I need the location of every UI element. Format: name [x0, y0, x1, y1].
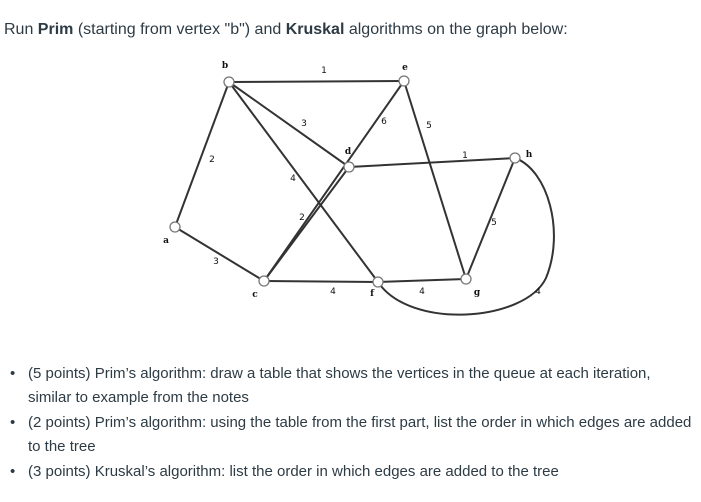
vertex-e: [399, 76, 409, 86]
intro-suffix: algorithms on the graph below:: [344, 21, 568, 38]
vertex-f: [373, 277, 383, 287]
task-item: • (5 points) Prim’s algorithm: draw a table that shows the vertices in the queue at each iteration, similar to example from the notes: [0, 362, 701, 411]
edge-weight-d-h: 1: [462, 151, 468, 161]
edge-e-g: [404, 81, 466, 279]
edge-d-h: [349, 158, 515, 167]
edge-b-e: [229, 81, 404, 82]
edge-weight-g-h: 5: [491, 218, 497, 228]
kruskal-keyword: Kruskal: [285, 21, 345, 38]
vertex-c: [259, 276, 269, 286]
edge-weight-c-e: 6: [381, 117, 387, 127]
task-list: [0, 362, 701, 484]
vertex-g: [461, 274, 471, 284]
edge-b-f: [229, 82, 378, 282]
edge-a-c: [175, 227, 264, 281]
edge-weight-b-f: 4: [290, 174, 296, 184]
edge-b-d: [229, 82, 349, 167]
vertex-b: [224, 77, 234, 87]
intro-prefix: Run: [4, 21, 38, 38]
vertex-h: [510, 153, 520, 163]
vertex-label-e: e: [402, 63, 408, 73]
vertex-label-h: h: [525, 150, 533, 160]
vertex-label-f: f: [370, 289, 374, 299]
vertex-label-b: b: [221, 61, 229, 71]
task-item: • (2 points) Prim’s algorithm: using the table from the first part, list the order in which edges are added to the tree: [0, 411, 701, 460]
edge-c-e: [264, 81, 404, 281]
edge-c-f: [264, 281, 378, 282]
edge-weight-b-e: 1: [321, 66, 327, 76]
edge-weight-f-g: 4: [419, 287, 425, 297]
intro-middle: (starting from vertex "b") and: [73, 21, 286, 38]
edge-weight-b-d: 3: [301, 119, 307, 129]
edge-f-h: [378, 158, 554, 315]
edge-weight-e-g: 5: [426, 121, 432, 131]
vertex-label-d: d: [344, 147, 352, 157]
edge-weight-c-f: 4: [330, 287, 336, 297]
vertex-a: [170, 222, 180, 232]
edge-weight-f-h: 4: [535, 287, 541, 297]
edge-weight-c-d: 2: [299, 213, 305, 223]
edge-c-d: [264, 167, 349, 281]
prim-keyword: Prim: [37, 21, 74, 38]
edge-weight-a-c: 3: [213, 257, 219, 267]
edge-b-a: [175, 82, 229, 227]
vertex-label-a: a: [163, 236, 169, 246]
edge-f-g: [378, 279, 466, 282]
vertex-label-g: g: [473, 288, 481, 298]
graph-labels: [163, 61, 541, 300]
graph-edges: [175, 81, 554, 315]
edge-weight-b-a: 2: [209, 155, 215, 165]
vertex-label-c: c: [252, 290, 258, 300]
vertex-d: [344, 162, 354, 172]
task-item: • (3 points) Kruskal’s algorithm: list the order in which edges are added to the tree: [0, 460, 701, 484]
